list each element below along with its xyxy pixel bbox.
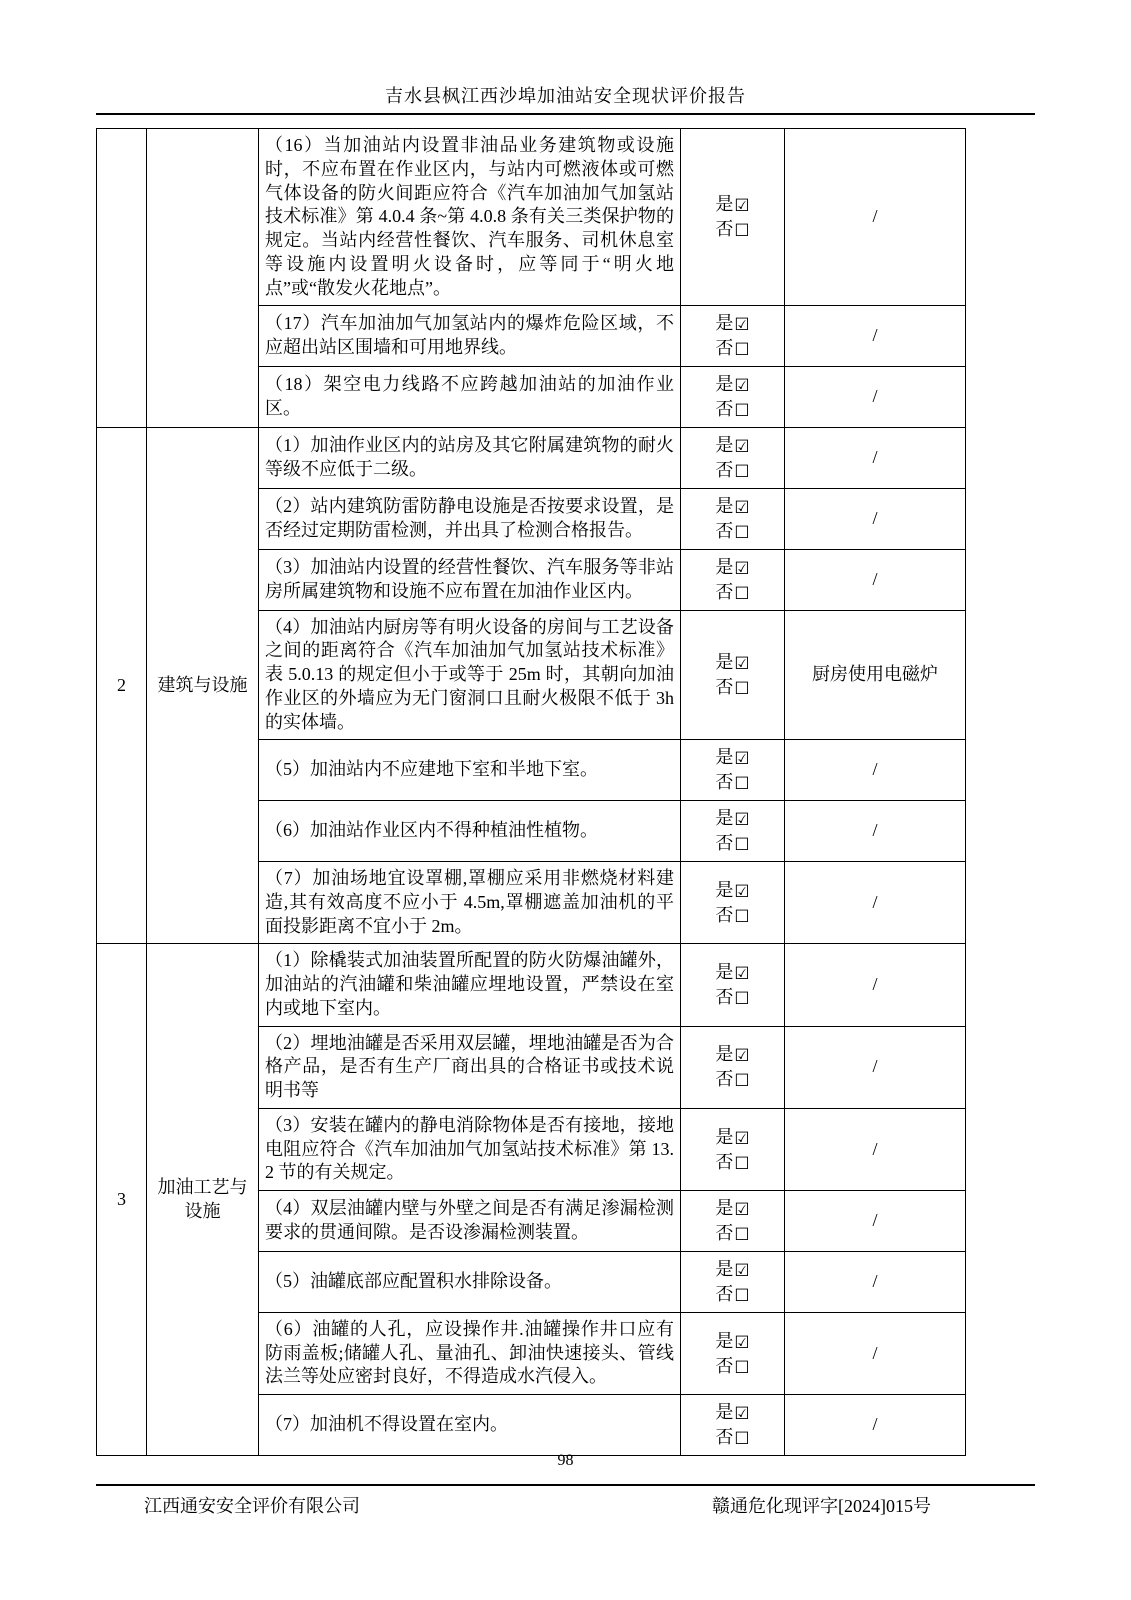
yes-no-cell: [681, 549, 785, 610]
remark-cell: /: [785, 1395, 966, 1456]
checkbox-checked-icon: ☑: [734, 1200, 750, 1221]
no-option: [687, 831, 778, 856]
table-row: [97, 428, 966, 489]
no-label: 否: [715, 987, 734, 1007]
no-option: [687, 985, 778, 1010]
remark-cell: /: [785, 488, 966, 549]
yes-label: 是: [715, 495, 734, 516]
no-label: 否: [715, 581, 734, 602]
checkbox-unchecked-icon: ☐: [734, 1153, 750, 1174]
yes-label: 是: [715, 313, 734, 334]
checklist-table-container: [96, 128, 966, 1456]
yes-label: 是: [715, 1044, 734, 1065]
no-label: 否: [715, 1223, 734, 1244]
yes-option: [687, 745, 778, 770]
checkbox-unchecked-icon: ☐: [734, 989, 750, 1009]
no-option: [687, 458, 778, 483]
page-footer: [96, 1492, 1035, 1518]
page-header: [96, 82, 1035, 115]
no-option: [687, 397, 778, 422]
remark-cell: /: [785, 1252, 966, 1313]
no-option: [687, 1282, 778, 1307]
yes-option: [687, 650, 778, 675]
item-text-cell: （5）油罐底部应配置积水排除设备。: [259, 1252, 681, 1313]
page-title: 吉水县枫江西沙埠加油站安全现状评价报告: [385, 86, 746, 106]
item-text-cell: （2）埋地油罐是否采用双层罐，埋地油罐是否为合格产品，是否有生产厂商出具的合格证书或技术说明书等: [259, 1026, 681, 1108]
yes-label: 是: [715, 962, 734, 983]
no-option: [687, 1354, 778, 1379]
remark-cell: /: [785, 367, 966, 428]
item-text-cell: （6）加油站作业区内不得种植油性植物。: [259, 801, 681, 862]
group-category-cell: [147, 129, 259, 428]
yes-label: 是: [715, 879, 734, 900]
yes-no-cell: [681, 740, 785, 801]
yes-label: 是: [715, 1330, 734, 1351]
yes-option: [687, 311, 778, 336]
checkbox-checked-icon: ☑: [734, 749, 750, 770]
yes-option: [687, 1042, 778, 1067]
item-text-cell: （1）除橇装式加油装置所配置的防火防爆油罐外，加油站的汽油罐和柴油罐应埋地设置，严禁设在室内或地下室内。: [259, 944, 681, 1026]
no-option: [687, 1067, 778, 1092]
checkbox-checked-icon: ☑: [734, 1404, 750, 1425]
no-label: 否: [715, 1355, 734, 1376]
yes-label: 是: [715, 747, 734, 768]
checkbox-checked-icon: ☑: [734, 1332, 750, 1353]
item-text-cell: （17）汽车加油加气加氢站内的爆炸危险区域，不应超出站区围墙和可用地界线。: [259, 306, 681, 367]
yes-option: [687, 806, 778, 831]
yes-no-cell: [681, 944, 785, 1026]
no-label: 否: [715, 833, 734, 854]
yes-no-cell: [681, 1252, 785, 1313]
remark-cell: /: [785, 1026, 966, 1108]
checklist-table: [96, 128, 966, 1456]
yes-label: 是: [715, 1259, 734, 1279]
no-label: 否: [715, 772, 734, 793]
group-category-cell: 建筑与设施: [147, 428, 259, 944]
table-row: [97, 944, 966, 1026]
remark-cell: /: [785, 1191, 966, 1252]
checkbox-checked-icon: ☑: [734, 881, 750, 902]
yes-label: 是: [715, 808, 734, 829]
checkbox-unchecked-icon: ☐: [734, 1225, 750, 1246]
yes-option: [687, 555, 778, 580]
checkbox-unchecked-icon: ☐: [734, 1285, 750, 1306]
remark-cell: /: [785, 862, 966, 944]
yes-option: [687, 494, 778, 519]
item-text-cell: （3）安装在罐内的静电消除物体是否有接地，接地电阻应符合《汽车加油加气加氢站技术标准》第 13.2 节的有关规定。: [259, 1108, 681, 1190]
yes-option: [687, 433, 778, 458]
group-number-cell: [97, 129, 147, 428]
yes-label: 是: [715, 556, 734, 577]
checkbox-checked-icon: ☑: [734, 810, 750, 831]
yes-no-cell: [681, 488, 785, 549]
remark-cell: /: [785, 801, 966, 862]
no-label: 否: [715, 219, 734, 240]
item-text-cell: （3）加油站内设置的经营性餐饮、汽车服务等非站房所属建筑物和设施不应布置在加油作业区内。: [259, 549, 681, 610]
no-option: [687, 1221, 778, 1246]
item-text-cell: （18）架空电力线路不应跨越加油站的加油作业区。: [259, 367, 681, 428]
yes-label: 是: [715, 1126, 734, 1147]
yes-option: [687, 372, 778, 397]
yes-label: 是: [715, 1198, 734, 1219]
item-text-cell: （7）加油机不得设置在室内。: [259, 1395, 681, 1456]
group-number-cell: 2: [97, 428, 147, 944]
item-text-cell: （16）当加油站内设置非油品业务建筑物或设施时，不应布置在作业区内，与站内可燃液体或可燃气体设备的防火间距应符合《汽车加油加气加氢站技术标准》第 4.0.4 条~第 4.0.8 条有关三类保护物的规定。当站内经营性餐饮、汽车服务、司机休息室等设施内设置明火设备时，应等同于“明火地点”或“散发火花地点”。: [259, 129, 681, 306]
checkbox-unchecked-icon: ☐: [734, 1429, 750, 1450]
yes-no-cell: [681, 428, 785, 489]
remark-cell: /: [785, 944, 966, 1026]
remark-cell: /: [785, 428, 966, 489]
item-text-cell: （7）加油场地宜设罩棚,罩棚应采用非燃烧材料建造,其有效高度不应小于 4.5m,罩棚遮盖加油机的平面投影距离不宜小于 2m。: [259, 862, 681, 944]
yes-label: 是: [715, 435, 734, 455]
remark-cell: /: [785, 129, 966, 306]
checkbox-checked-icon: ☑: [734, 437, 750, 457]
yes-option: [687, 960, 778, 985]
yes-label: 是: [715, 652, 734, 673]
no-label: 否: [715, 399, 734, 420]
no-label: 否: [715, 904, 734, 925]
checkbox-checked-icon: ☑: [734, 558, 750, 579]
checkbox-unchecked-icon: ☐: [734, 340, 750, 361]
checkbox-unchecked-icon: ☐: [734, 1071, 750, 1092]
no-label: 否: [715, 1283, 734, 1304]
no-option: [687, 519, 778, 544]
page-number: 98: [557, 1452, 574, 1469]
checkbox-unchecked-icon: ☐: [734, 583, 750, 604]
remark-cell: /: [785, 549, 966, 610]
yes-no-cell: [681, 862, 785, 944]
checkbox-checked-icon: ☑: [734, 497, 750, 518]
checkbox-unchecked-icon: ☐: [734, 1357, 750, 1378]
yes-no-cell: [681, 1108, 785, 1190]
checkbox-checked-icon: ☑: [734, 1128, 750, 1149]
group-number-cell: 3: [97, 944, 147, 1456]
no-label: 否: [715, 677, 734, 697]
yes-option: [687, 1257, 778, 1282]
header-divider: [96, 113, 1035, 115]
checkbox-checked-icon: ☑: [734, 964, 750, 985]
item-text-cell: （1）加油作业区内的站房及其它附属建筑物的耐火等级不应低于二级。: [259, 428, 681, 489]
remark-cell: /: [785, 1312, 966, 1394]
checkbox-unchecked-icon: ☐: [734, 906, 750, 927]
yes-no-cell: [681, 801, 785, 862]
group-category-cell: 加油工艺与设施: [147, 944, 259, 1456]
no-option: [687, 217, 778, 242]
no-option: [687, 675, 778, 700]
checkbox-unchecked-icon: ☐: [734, 679, 750, 699]
item-text-cell: （2）站内建筑防雷防静电设施是否按要求设置，是否经过定期防雷检测，并出具了检测合格报告。: [259, 488, 681, 549]
yes-option: [687, 1329, 778, 1354]
yes-option: [687, 192, 778, 217]
checkbox-checked-icon: ☑: [734, 1046, 750, 1067]
item-text-cell: （6）油罐的人孔，应设操作井.油罐操作井口应有防雨盖板;储罐人孔、量油孔、卸油快速接头、管线法兰等处应密封良好，不得造成水汽侵入。: [259, 1312, 681, 1394]
remark-cell: /: [785, 740, 966, 801]
checklist-tbody: [97, 129, 966, 1456]
yes-option: [687, 878, 778, 903]
yes-no-cell: [681, 610, 785, 740]
remark-cell: 厨房使用电磁炉: [785, 610, 966, 740]
checkbox-checked-icon: ☑: [734, 196, 750, 217]
yes-label: 是: [715, 374, 734, 395]
no-label: 否: [715, 1069, 734, 1090]
checkbox-unchecked-icon: ☐: [734, 774, 750, 795]
checkbox-checked-icon: ☑: [734, 376, 750, 397]
checkbox-unchecked-icon: ☐: [734, 461, 750, 482]
item-text-cell: （4）双层油罐内壁与外壁之间是否有满足渗漏检测要求的贯通间隙。是否设渗漏检测装置。: [259, 1191, 681, 1252]
yes-no-cell: [681, 1312, 785, 1394]
checkbox-checked-icon: ☑: [734, 1261, 750, 1281]
footer-divider: [96, 1484, 1035, 1486]
checkbox-unchecked-icon: ☐: [734, 401, 750, 422]
no-option: [687, 336, 778, 361]
checkbox-unchecked-icon: ☐: [734, 522, 750, 543]
no-label: 否: [715, 1151, 734, 1172]
yes-no-cell: [681, 129, 785, 306]
yes-no-cell: [681, 1191, 785, 1252]
no-label: 否: [715, 520, 734, 541]
checkbox-checked-icon: ☑: [734, 315, 750, 336]
footer-company: 江西通安安全评价有限公司: [144, 1496, 360, 1516]
table-row: [97, 129, 966, 306]
no-option: [687, 770, 778, 795]
no-label: 否: [715, 459, 734, 480]
remark-cell: /: [785, 1108, 966, 1190]
yes-no-cell: [681, 1026, 785, 1108]
yes-option: [687, 1196, 778, 1221]
yes-no-cell: [681, 367, 785, 428]
no-option: [687, 1425, 778, 1450]
yes-option: [687, 1400, 778, 1425]
item-text-cell: （5）加油站内不应建地下室和半地下室。: [259, 740, 681, 801]
no-option: [687, 1150, 778, 1175]
no-option: [687, 580, 778, 605]
yes-label: 是: [715, 194, 734, 215]
yes-no-cell: [681, 306, 785, 367]
checkbox-unchecked-icon: ☐: [734, 835, 750, 856]
checkbox-checked-icon: ☑: [734, 654, 750, 675]
no-option: [687, 903, 778, 928]
no-label: 否: [715, 1427, 734, 1448]
item-text-cell: （4）加油站内厨房等有明火设备的房间与工艺设备之间的距离符合《汽车加油加气加氢站技术标准》表 5.0.13 的规定但小于或等于 25m 时，其朝向加油作业区的外墙应为无门窗洞口且耐火极限不低于 3h 的实体墙。: [259, 610, 681, 740]
remark-cell: /: [785, 306, 966, 367]
checkbox-unchecked-icon: ☐: [734, 221, 750, 242]
yes-label: 是: [715, 1402, 734, 1423]
footer-doc-number: 赣通危化现评字[2024]015号: [712, 1496, 931, 1516]
yes-no-cell: [681, 1395, 785, 1456]
no-label: 否: [715, 338, 734, 359]
yes-option: [687, 1125, 778, 1150]
